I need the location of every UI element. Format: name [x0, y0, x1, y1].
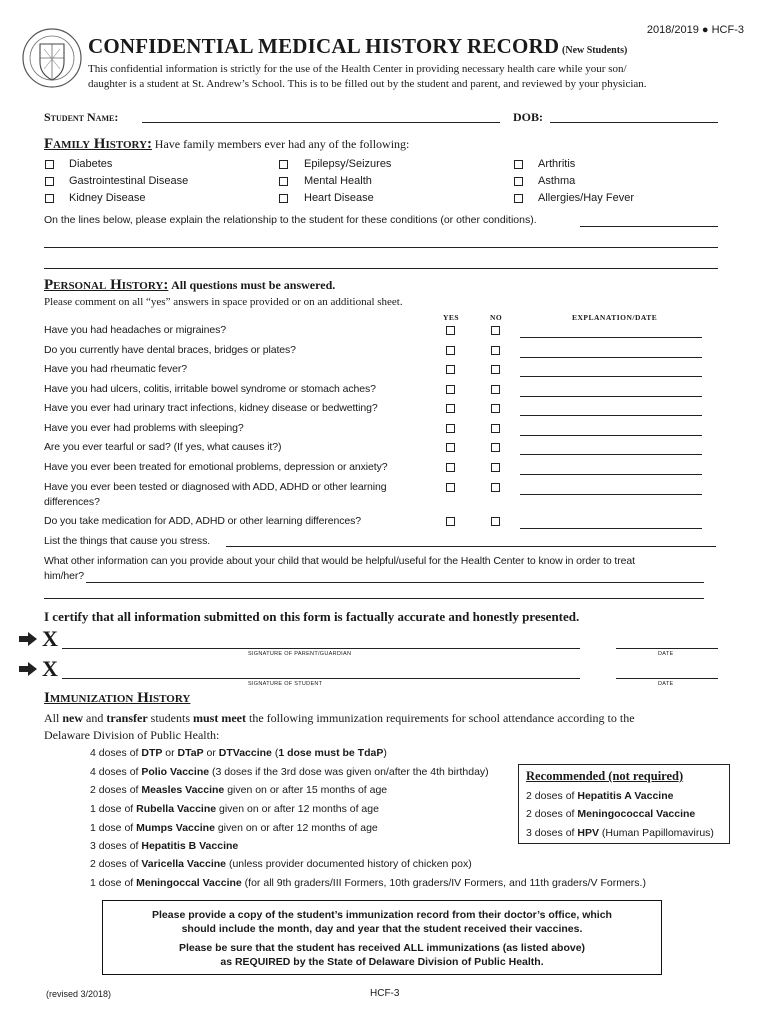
student-name-field[interactable]: [142, 122, 500, 123]
family-explain-field-2[interactable]: [44, 247, 718, 248]
no-checkbox-8[interactable]: [491, 463, 500, 472]
no-checkbox-7[interactable]: [491, 443, 500, 452]
yes-checkbox-1[interactable]: [446, 326, 455, 335]
explanation-field-3[interactable]: [520, 376, 702, 377]
no-checkbox-1[interactable]: [491, 326, 500, 335]
question-sleeping: Have you ever had problems with sleeping?: [44, 422, 244, 434]
other-info-prompt-cont: him/her?: [44, 570, 85, 582]
yes-checkbox-9[interactable]: [446, 483, 455, 492]
question-ulcers: Have you had ulcers, colitis, irritable bowel syndrome or stomach aches?: [44, 383, 376, 395]
student-signature-caption: SIGNATURE OF STUDENT: [248, 681, 323, 687]
notice-line-4: as REQUIRED by the State of Delaware Division of Public Health.: [220, 956, 544, 968]
column-explanation: EXPLANATION/DATE: [572, 313, 658, 322]
family-item-heart: Heart Disease: [304, 192, 374, 204]
question-tearful: Are you ever tearful or sad? (If yes, what causes it?): [44, 441, 282, 453]
yes-checkbox-2[interactable]: [446, 346, 455, 355]
explanation-field-5[interactable]: [520, 415, 702, 416]
explanation-field-6[interactable]: [520, 435, 702, 436]
parent-signature-field[interactable]: [62, 648, 580, 649]
req-dtp: 4 doses of DTP or DTaP or DTVaccine (1 dose must be TdaP): [90, 747, 387, 759]
arrow-icon: [18, 632, 38, 649]
notice-line-3: Please be sure that the student has received ALL immunizations (as listed above): [178, 942, 586, 954]
yes-checkbox-3[interactable]: [446, 365, 455, 374]
student-name-label: Student Name:: [44, 110, 119, 124]
checkbox-asthma[interactable]: [514, 177, 523, 186]
rec-hpv: 3 doses of HPV (Human Papillomavirus): [526, 827, 714, 839]
yes-checkbox-4[interactable]: [446, 385, 455, 394]
no-checkbox-5[interactable]: [491, 404, 500, 413]
question-dental: Do you currently have dental braces, bridges or plates?: [44, 344, 296, 356]
family-item-epilepsy: Epilepsy/Seizures: [304, 158, 392, 170]
req-polio: 4 doses of Polio Vaccine (3 doses if the 3rd dose was given on/after the 4th birthday): [90, 766, 489, 778]
question-add-tested-cont: differences?: [44, 496, 100, 508]
parent-signature-caption: SIGNATURE OF PARENT/GUARDIAN: [248, 651, 352, 657]
personal-history-heading: Personal History:: [44, 277, 169, 293]
student-date-field[interactable]: [616, 678, 718, 679]
personal-history-note: Please comment on all “yes” answers in space provided or on an additional sheet.: [44, 296, 403, 308]
explanation-field-10[interactable]: [520, 528, 702, 529]
explanation-field-8[interactable]: [520, 474, 702, 475]
yes-checkbox-8[interactable]: [446, 463, 455, 472]
no-checkbox-4[interactable]: [491, 385, 500, 394]
family-item-diabetes: Diabetes: [69, 158, 113, 170]
yes-checkbox-6[interactable]: [446, 424, 455, 433]
explanation-field-1[interactable]: [520, 337, 702, 338]
checkbox-arthritis[interactable]: [514, 160, 523, 169]
req-meningococcal: 1 dose of Meningoccal Vaccine (for all 9th graders/III Formers, 10th graders/IV Formers, and 11th graders/V Formers.): [90, 877, 646, 889]
stress-prompt: List the things that cause you stress.: [44, 535, 211, 547]
parent-date-caption: DATE: [658, 651, 674, 657]
checkbox-diabetes[interactable]: [45, 160, 54, 169]
family-item-mental-health: Mental Health: [304, 175, 372, 187]
rec-meningococcal: 2 doses of Meningococcal Vaccine: [526, 808, 696, 820]
question-add-tested: Have you ever been tested or diagnosed with ADD, ADHD or other learning: [44, 481, 387, 493]
column-yes: YES: [443, 313, 460, 322]
footer-code: HCF-3: [370, 988, 400, 999]
other-info-prompt: What other information can you provide about your child that would be helpful/useful for the Health Center to know in order to treat: [44, 555, 635, 567]
other-info-field-2[interactable]: [44, 598, 704, 599]
recommended-title: Recommended (not required): [526, 769, 684, 783]
explanation-field-7[interactable]: [520, 454, 702, 455]
signature-x-parent: X: [42, 626, 58, 651]
intro-line-2: daughter is a student at St. Andrew’s School. This is to be filled out by the student and parent, and reviewed by your physician.: [88, 78, 647, 90]
student-date-caption: DATE: [658, 681, 674, 687]
notice-line-2: should include the month, day and year that the student received their vaccines.: [181, 923, 583, 935]
checkbox-gastrointestinal[interactable]: [45, 177, 54, 186]
notice-line-1: Please provide a copy of the student’s immunization record from their doctor’s office, which: [152, 909, 612, 921]
checkbox-kidney[interactable]: [45, 194, 54, 203]
explanation-field-4[interactable]: [520, 396, 702, 397]
req-varicella: 2 doses of Varicella Vaccine (unless provider documented history of chicken pox): [90, 858, 472, 870]
immunization-heading: Immunization History: [44, 690, 191, 706]
req-rubella: 1 dose of Rubella Vaccine given on or after 12 months of age: [90, 803, 379, 815]
certify-statement: I certify that all information submitted on this form is factually accurate and honestly presented.: [44, 609, 580, 624]
page-title: CONFIDENTIAL MEDICAL HISTORY RECORD: [88, 34, 560, 58]
yes-checkbox-7[interactable]: [446, 443, 455, 452]
parent-date-field[interactable]: [616, 648, 718, 649]
family-history-heading: Family History:: [44, 136, 153, 152]
family-explain-field-1[interactable]: [580, 226, 718, 227]
family-explain-field-3[interactable]: [44, 268, 718, 269]
immunization-intro: All new and transfer students must meet the following immunization requirements for school attendance according to the: [44, 711, 635, 725]
other-info-field-1[interactable]: [86, 582, 704, 583]
dob-label: DOB:: [513, 110, 543, 124]
question-urinary: Have you ever had urinary tract infections, kidney disease or bedwetting?: [44, 402, 378, 414]
signature-x-student: X: [42, 656, 58, 681]
yes-checkbox-5[interactable]: [446, 404, 455, 413]
question-headaches: Have you had headaches or migraines?: [44, 324, 227, 336]
checkbox-mental-health[interactable]: [279, 177, 288, 186]
family-item-gastrointestinal: Gastrointestinal Disease: [69, 175, 189, 187]
no-checkbox-3[interactable]: [491, 365, 500, 374]
personal-history-prompt: All questions must be answered.: [171, 278, 336, 292]
family-item-asthma: Asthma: [538, 175, 576, 187]
school-seal: [22, 22, 82, 94]
no-checkbox-9[interactable]: [491, 483, 500, 492]
req-measles: 2 doses of Measles Vaccine given on or after 15 months of age: [90, 784, 388, 796]
checkbox-heart[interactable]: [279, 194, 288, 203]
family-history-prompt: Have family members ever had any of the following:: [154, 137, 410, 151]
notice-box: [102, 900, 662, 975]
explanation-field-2[interactable]: [520, 357, 702, 358]
checkbox-epilepsy[interactable]: [279, 160, 288, 169]
yes-checkbox-10[interactable]: [446, 517, 455, 526]
arrow-icon: [18, 662, 38, 679]
no-checkbox-6[interactable]: [491, 424, 500, 433]
checkbox-allergies[interactable]: [514, 194, 523, 203]
form-code: 2018/2019 ● HCF-3: [646, 24, 744, 36]
page-subtitle: (New Students): [562, 45, 628, 56]
dob-field[interactable]: [550, 122, 718, 123]
immunization-intro-cont: Delaware Division of Public Health:: [44, 728, 220, 742]
stress-field[interactable]: [226, 546, 716, 547]
family-item-kidney: Kidney Disease: [69, 192, 146, 204]
column-no: NO: [490, 313, 503, 322]
no-checkbox-10[interactable]: [491, 517, 500, 526]
explanation-field-9[interactable]: [520, 494, 702, 495]
family-explain-prompt: On the lines below, please explain the relationship to the student for these conditions (or other conditions).: [44, 214, 537, 226]
student-signature-field[interactable]: [62, 678, 580, 679]
rec-hepatitis-a: 2 doses of Hepatitis A Vaccine: [526, 790, 674, 802]
question-rheumatic: Have you had rheumatic fever?: [44, 363, 188, 375]
question-add-medication: Do you take medication for ADD, ADHD or other learning differences?: [44, 515, 362, 527]
req-mumps: 1 dose of Mumps Vaccine given on or after 12 months of age: [90, 822, 378, 834]
question-emotional: Have you ever been treated for emotional problems, depression or anxiety?: [44, 461, 388, 473]
revised-date: (revised 3/2018): [46, 989, 112, 999]
family-item-allergies: Allergies/Hay Fever: [538, 192, 634, 204]
family-item-arthritis: Arthritis: [538, 158, 576, 170]
intro-line-1: This confidential information is strictly for the use of the Health Center in providing necessary health care while your son/: [88, 63, 627, 75]
req-hepatitis-b: 3 doses of Hepatitis B Vaccine: [90, 840, 239, 852]
no-checkbox-2[interactable]: [491, 346, 500, 355]
